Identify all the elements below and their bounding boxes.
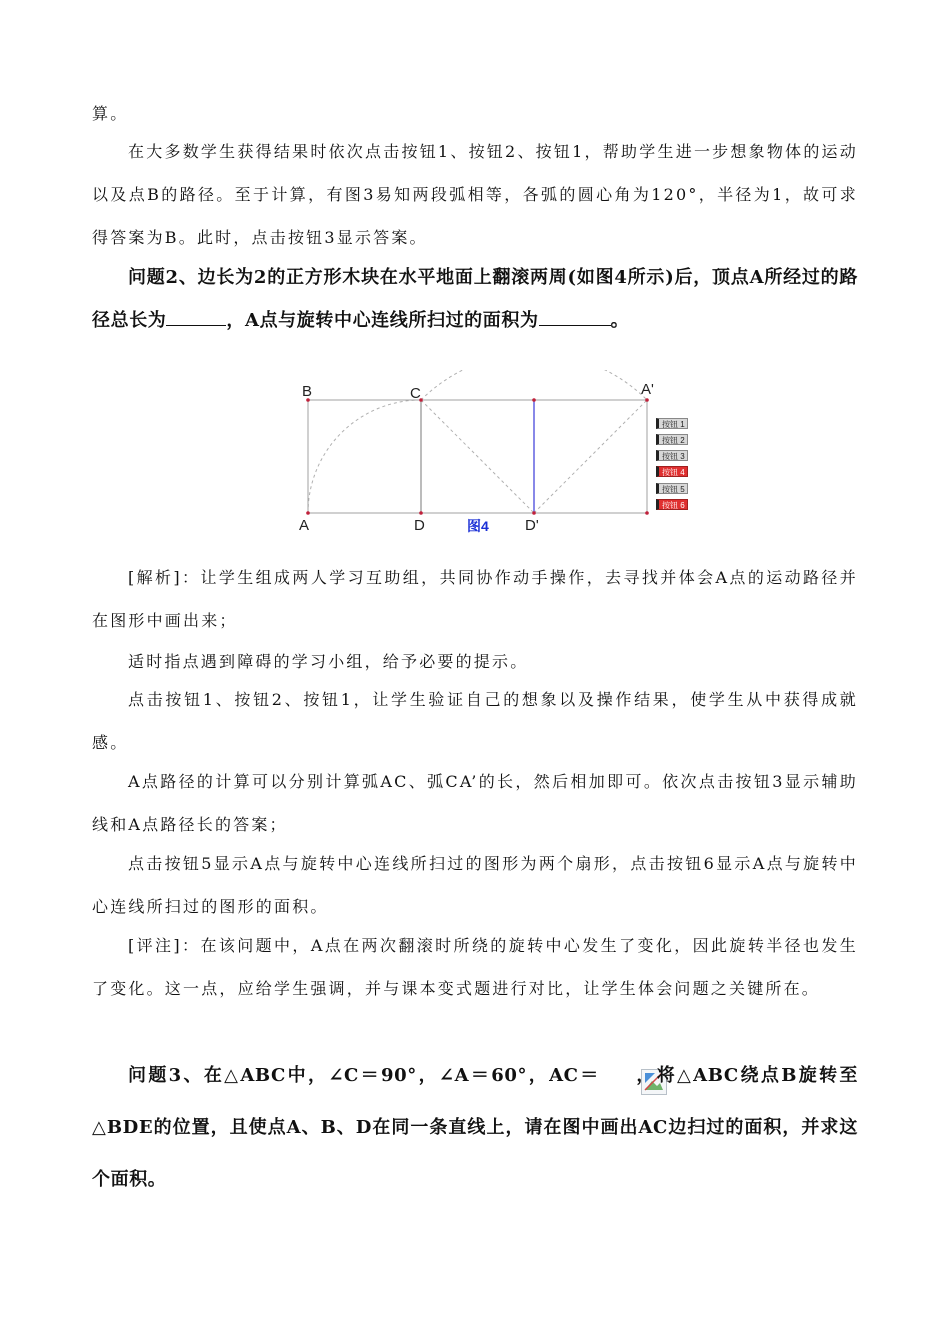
point-bottom-right: [645, 511, 649, 515]
point-top-mid: [532, 398, 536, 402]
button-4[interactable]: 按钮 4: [656, 466, 688, 477]
figure-4: [290, 370, 710, 545]
button-3[interactable]: 按钮 3: [656, 450, 688, 461]
analysis-paragraph-5: 点击按钮5显示A点与旋转中心连线所扫过的图形为两个扇形，点击按钮6显示A点与旋转中心连线所扫过的图形的面积。: [92, 854, 858, 916]
button-2[interactable]: 按钮 2: [656, 434, 688, 445]
analysis-paragraph-2: 适时指点遇到障碍的学习小组，给予必要的提示。: [128, 652, 529, 671]
problem-2: [92, 256, 858, 342]
problem-2-text-2: ，A点与旋转中心连线所扫过的面积为: [226, 310, 539, 331]
label-d: D: [414, 517, 425, 534]
arc-c-to-a-prime: [421, 370, 647, 400]
point-d: [419, 511, 423, 515]
point-a: [306, 511, 310, 515]
answer-blank-2[interactable]: [539, 309, 611, 326]
diagonal-dprime-aprime: [534, 400, 647, 513]
label-b: B: [302, 383, 313, 400]
problem-3: [92, 1050, 858, 1206]
label-d-prime: D': [525, 517, 539, 534]
figure-caption: 图4: [467, 518, 489, 534]
problem-3-text-2: ，将△ABC绕点B旋转至△BDE的位置，且使点A、B、D在同一条直线上，请在图中画出AC边扫过的面积，并求这个面积。: [92, 1065, 858, 1190]
analysis-paragraph-3: 点击按钮1、按钮2、按钮1，让学生验证自己的想象以及操作结果，使学生从中获得成就感。: [92, 690, 858, 752]
problem-3-text-1: 问题3、在△ABC中，∠C＝90°，∠A＝60°，AC＝: [128, 1065, 601, 1086]
answer-blank-1[interactable]: [166, 309, 226, 326]
square-abcd: [308, 400, 421, 513]
paragraph-continuation: 算。: [92, 104, 129, 123]
button-5[interactable]: 按钮 5: [656, 483, 688, 494]
problem-2-text-1: 问题2、边长为2的正方形木块在水平地面上翻滚两周(如图4所示)后，顶点A所经过的路径总长为: [92, 267, 858, 331]
label-a-prime: A': [641, 381, 654, 398]
button-6[interactable]: 按钮 6: [656, 499, 688, 510]
point-d-prime: [532, 511, 536, 515]
comment-paragraph: [评注]：在该问题中，A点在两次翻滚时所绕的旋转中心发生了变化，因此旋转半径也发生了变化。这一点，应给学生强调，并与课本变式题进行对比，让学生体会问题之关键所在。: [92, 936, 858, 998]
label-a: A: [299, 517, 310, 534]
analysis-paragraph-1: [解析]：让学生组成两人学习互助组，共同协作动手操作，去寻找并体会A点的运动路径并在图形中画出来；: [92, 568, 858, 630]
point-a-prime: [645, 398, 649, 402]
arc-a-to-c: [308, 400, 421, 513]
diagonal-c-dprime: [421, 400, 534, 513]
problem-2-text-3: 。: [610, 310, 630, 331]
paragraph-button-explanation: 在大多数学生获得结果时依次点击按钮1、按钮2、按钮1，帮助学生进一步想象物体的运动以及点B的路径。至于计算，有图3易知两段弧相等，各弧的圆心角为120°，半径为1，故可求得答案为B。此时，点击按钮3显示答案。: [92, 142, 858, 247]
analysis-paragraph-4: A点路径的计算可以分别计算弧AC、弧CA’的长，然后相加即可。依次点击按钮3显示辅助线和A点路径长的答案；: [92, 772, 858, 834]
button-1[interactable]: 按钮 1: [656, 418, 688, 429]
label-c: C: [410, 385, 421, 402]
broken-image-icon: [605, 1064, 631, 1090]
